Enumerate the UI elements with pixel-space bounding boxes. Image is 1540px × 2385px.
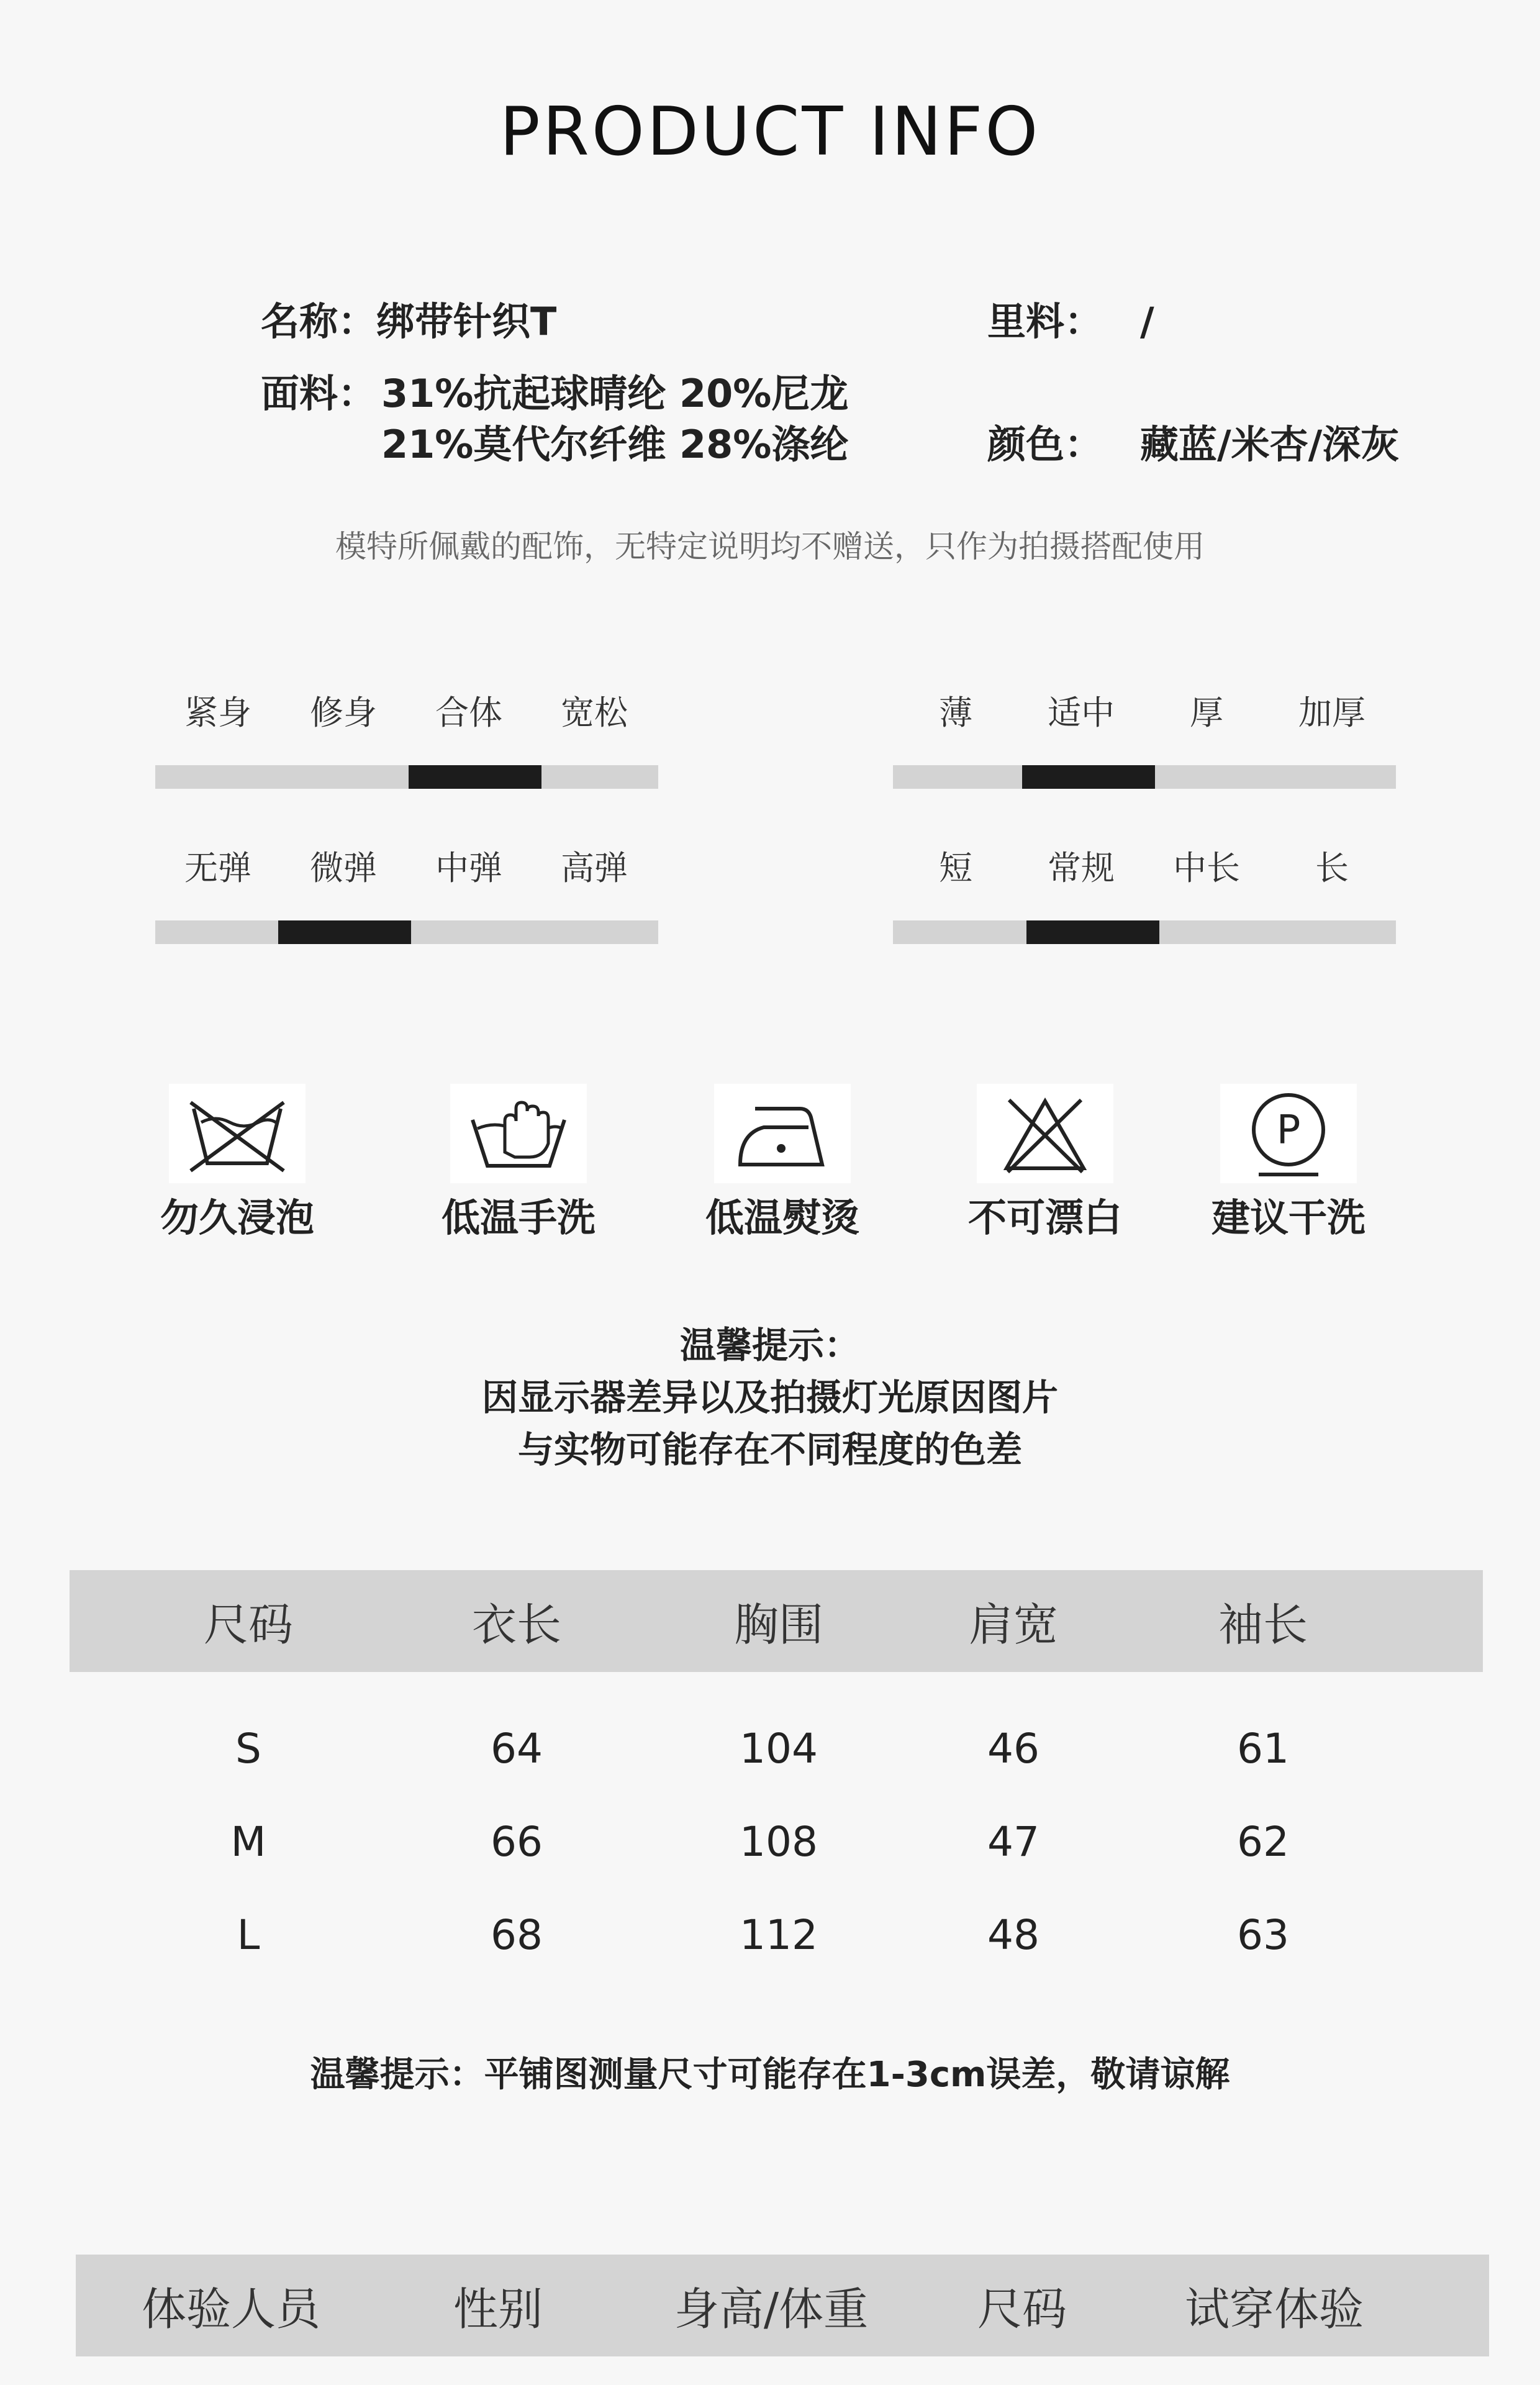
trial-col-header: 性别 (453, 2283, 543, 2335)
care-label: 不可漂白 (967, 1195, 1122, 1240)
table-cell: 66 (491, 1817, 543, 1866)
color-value: 藏蓝/米杏/深灰 (1140, 422, 1400, 467)
color-label: 颜色： (987, 422, 1103, 467)
table-cell: L (237, 1910, 260, 1959)
elasticity-scale-bar (155, 920, 658, 944)
color-tip (0, 1319, 1540, 1476)
table-cell: 61 (1237, 1724, 1289, 1773)
table-cell: 46 (987, 1724, 1040, 1773)
table-cell: 108 (740, 1817, 818, 1866)
size-table-header (70, 1570, 1483, 1672)
fabric-line-2: 21%莫代尔纤维 28%涤纶 (381, 422, 849, 467)
page-title: PRODUCT INFO (499, 93, 1041, 171)
size-col-header: 尺码 (203, 1599, 293, 1651)
table-cell: S (235, 1724, 261, 1773)
scale-label: 短 (939, 848, 972, 888)
care-item (416, 1084, 621, 1242)
accessory-note: 模特所佩戴的配饰，无特定说明均不赠送，只作为拍摄搭配使用 (335, 529, 1205, 565)
table-cell: 104 (740, 1724, 818, 1773)
scale-label: 常规 (1048, 848, 1115, 888)
trial-col-header: 身高/体重 (674, 2283, 869, 2335)
color-tip-heading: 温馨提示： (679, 1324, 860, 1366)
name-label: 名称： (261, 299, 377, 344)
care-item (680, 1084, 885, 1242)
scale-label: 薄 (939, 693, 972, 732)
care-label: 低温熨烫 (705, 1195, 859, 1240)
fit-scale-indicator (409, 765, 541, 789)
trial-table-header (76, 2255, 1489, 2356)
thickness-scale-labels (893, 686, 1396, 734)
no-bleach-icon (977, 1084, 1113, 1183)
scale-label: 修身 (310, 693, 377, 732)
scale-label: 长 (1315, 848, 1349, 888)
hand-wash-icon (450, 1084, 587, 1183)
lining-value: / (1140, 299, 1154, 344)
thickness-scale-indicator (1022, 765, 1155, 789)
lining-row (987, 291, 1154, 346)
length-scale (893, 842, 1396, 944)
length-scale-indicator (1026, 920, 1159, 944)
trial-col-header: 尺码 (977, 2283, 1067, 2335)
scale-label: 适中 (1048, 693, 1115, 732)
scale-label: 微弹 (310, 848, 377, 888)
table-cell: 47 (987, 1817, 1040, 1866)
fit-scale-bar (155, 765, 658, 789)
name-row (261, 291, 556, 346)
table-row (70, 1795, 1483, 1888)
trial-col-header: 试穿体验 (1184, 2283, 1364, 2335)
table-cell: 64 (491, 1724, 543, 1773)
elasticity-scale-labels (155, 842, 658, 889)
svg-text:P: P (1276, 1107, 1301, 1153)
table-cell: 62 (1237, 1817, 1289, 1866)
table-cell: 68 (491, 1910, 543, 1959)
fit-scale-labels (155, 686, 658, 734)
size-table-body (70, 1702, 1483, 1981)
dry-clean-icon (1220, 1084, 1357, 1183)
table-cell: 48 (987, 1910, 1040, 1959)
fit-scale (155, 686, 658, 789)
thickness-scale (893, 686, 1396, 789)
color-tip-line: 因显示器差异以及拍摄灯光原因图片 (481, 1376, 1058, 1419)
thickness-scale-bar (893, 765, 1396, 789)
scale-label: 宽松 (561, 693, 628, 732)
table-cell: M (230, 1817, 266, 1866)
care-item (943, 1084, 1148, 1242)
length-scale-labels (893, 842, 1396, 889)
care-item (135, 1084, 340, 1242)
care-label: 建议干洗 (1211, 1195, 1366, 1240)
elasticity-scale-indicator (278, 920, 411, 944)
size-col-header: 肩宽 (968, 1599, 1058, 1651)
scale-label: 中长 (1173, 848, 1240, 888)
name-value: 绑带针织T (376, 299, 557, 344)
trial-col-header: 体验人员 (141, 2283, 320, 2335)
measurement-tip: 温馨提示：平铺图测量尺寸可能存在1-3cm误差，敬请谅解 (310, 2055, 1230, 2095)
table-row (70, 1888, 1483, 1981)
fabric-line-1: 31%抗起球晴纶 20%尼龙 (381, 371, 849, 416)
length-scale-bar (893, 920, 1396, 944)
scale-label: 中弹 (435, 848, 502, 888)
fabric-label: 面料： (261, 371, 377, 416)
size-col-header: 胸围 (733, 1599, 823, 1651)
scale-label: 厚 (1190, 693, 1223, 732)
table-cell: 112 (740, 1910, 818, 1959)
scale-label: 紧身 (184, 693, 251, 732)
care-item (1186, 1084, 1391, 1242)
color-tip-line: 与实物可能存在不同程度的色差 (517, 1429, 1022, 1471)
lining-label: 里料： (987, 299, 1103, 344)
color-row (987, 414, 1399, 469)
care-label: 低温手洗 (441, 1195, 596, 1240)
care-label: 勿久浸泡 (160, 1195, 314, 1240)
scale-label: 无弹 (184, 848, 251, 888)
scale-label: 加厚 (1298, 693, 1366, 732)
table-row (70, 1702, 1483, 1795)
size-col-header: 袖长 (1218, 1599, 1308, 1651)
low-iron-icon (714, 1084, 851, 1183)
scale-label: 合体 (435, 693, 502, 732)
elasticity-scale (155, 842, 658, 944)
size-col-header: 衣长 (471, 1599, 561, 1651)
table-cell: 63 (1237, 1910, 1289, 1959)
scale-label: 高弹 (561, 848, 628, 888)
no-soak-icon (169, 1084, 306, 1183)
